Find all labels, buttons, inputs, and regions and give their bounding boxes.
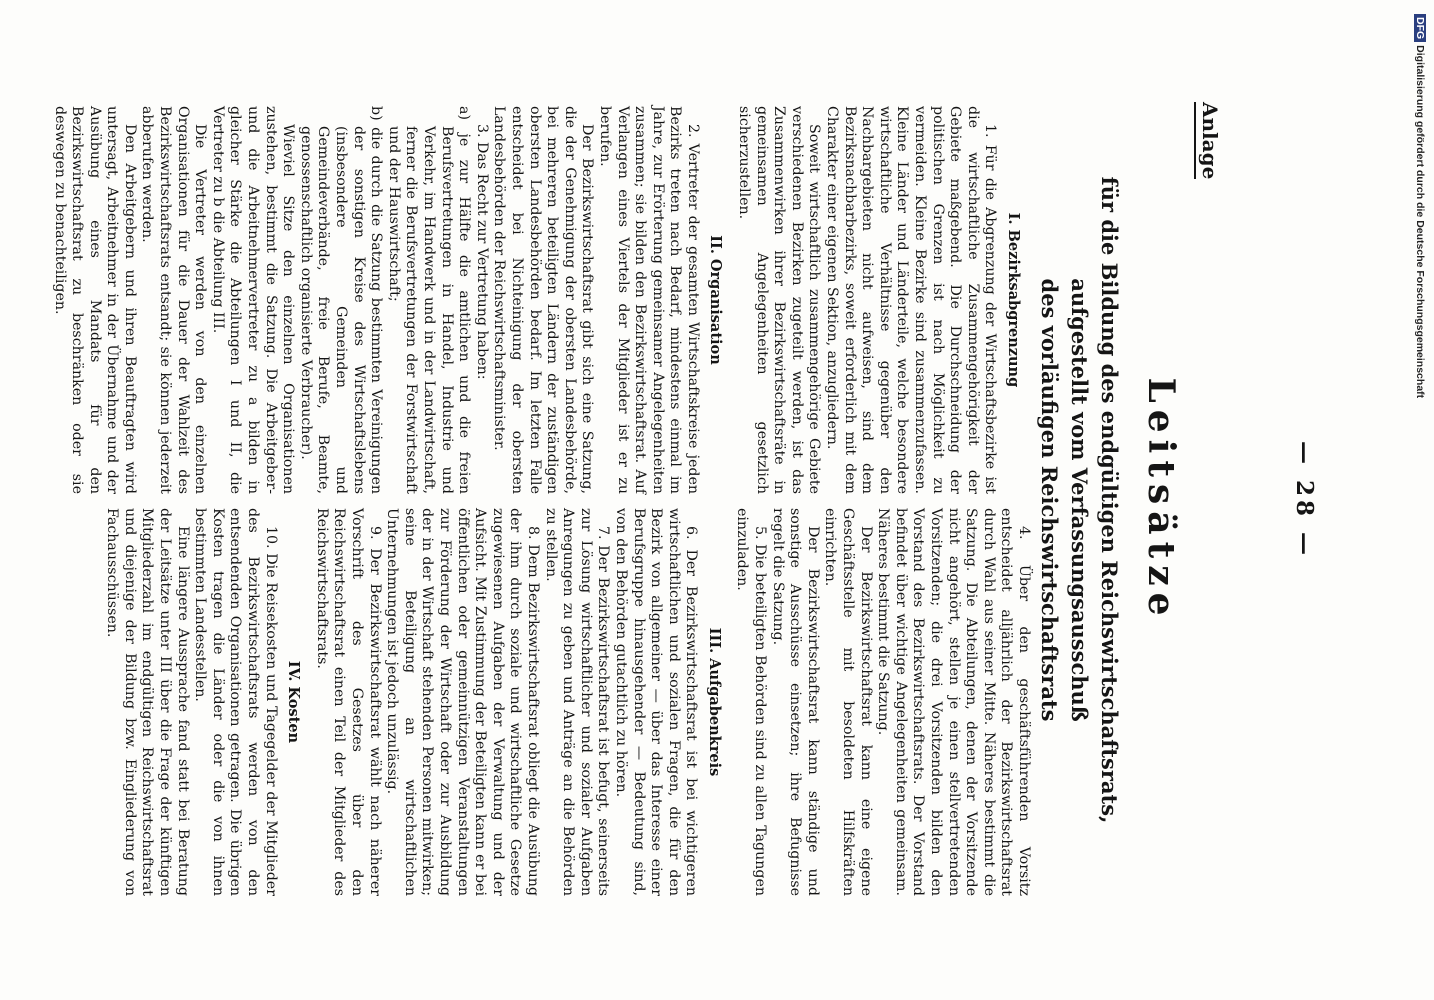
subtitle-line: für die Bildung des endgültigen Reichswirtschaftsrats, aufgestellt vom Verfassungsausschuß — [1067, 176, 1122, 824]
paragraph: 5. Die beteiligten Behörden sind zu allen Tagungen einzuladen. — [734, 508, 769, 896]
paragraph: Soweit wirtschaftlich zusammengehörige Gebiete verschiedenen Bezirken zugeteilt werden, ist das Zusammenwirken ihrer Bezirkswirtschaftsräte in gemeinsamen Angelegenheiten gesetzlich sicherzustellen. — [736, 106, 823, 494]
list-item: a) je zur Hälfte die amtlichen und die freien Berufsvertretungen in Handel, Industrie und Verkehr, im Handwerk und in der Landwirtschaft, ferner die Berufsvertretungen der Forstwirtschaft und der Hauswirtschaft; — [385, 106, 473, 494]
rotated-document-page — [51, 80, 1332, 920]
paragraph: 9. Der Bezirkswirtschaftsrat wählt nach näherer Vorschrift des Gesetzes über den Reichswirtschaftsrat einen Teil der Mitglieder des Reichswirtschaftsrats. — [313, 508, 383, 896]
dfg-logo: DFG — [1414, 14, 1426, 42]
document-subtitle — [1034, 120, 1124, 880]
paragraph: 1. Für die Abgrenzung der Wirtschaftsbezirke ist die wirtschaftliche Zusammengehörigkeit der Gebiete maßgebend. Die Durchschneidung der politischen Grenzen ist nach Möglichkeit zu vermeiden. Kleine Bezirke sind zusammenzufassen. Kleine Länder und Länderteile, welche besondere wirtschaftliche Verhältnisse gegenüber den Nachbargebieten nicht aufweisen, sind dem Bezirksnachbarbezirks, soweit erforderlich mit dem Charakter einer eigenen Sektion, anzugliedern. — [824, 106, 999, 494]
page-number: — 28 — — [1291, 440, 1318, 560]
paragraph: Der Bezirkswirtschaftsrat kann eine eigene Geschäftsstelle mit besoldeten Hilfskräften einrichten. — [822, 508, 874, 896]
section-heading: IV. Kosten — [285, 660, 303, 744]
paragraph: Der Bezirkswirtschaftsrat kann ständige und sonstige Ausschüsse einsetzen; ihre Befugnisse regelt die Satzung. — [769, 508, 821, 896]
annex-label: Anlage — [1194, 102, 1222, 179]
section-heading: I. Bezirksabgrenzung — [1005, 212, 1022, 388]
paragraph: Der Bezirkswirtschaftsrat gibt sich eine Satzung, die der Genehmigung der obersten Landesbehörde, bei mehreren beteiligten Ländern der zuständigen obersten Landesbehörden bedarf. Im letzten Falle entscheidet bei Nichteinigung der obersten Landesbehörden der Reichswirtschaftsminister. — [491, 106, 596, 494]
right-column — [103, 508, 1032, 896]
paragraph: Wieviel Sitze den einzelnen Organisationen zustehen, bestimmt die Satzung. Die Arbeitgeber- und die Arbeitnehmervertreter zu a bilden in gleicher Stärke die Abteilungen I und II, die Vertreter zu b die Abteilung III. — [209, 106, 297, 494]
paragraph: 3. Das Recht zur Vertretung haben: — [473, 124, 490, 380]
subtitle-line: des vorläufigen Reichswirtschaftsrats — [1037, 278, 1062, 722]
left-column — [50, 106, 1032, 494]
paragraph: 4. Über den geschäftsführenden Vorsitz entscheidet alljährlich der Bezirkswirtschaftsrat durch Wahl aus seiner Mitte. Näheres bestimmt die Satzung. Die Abteilungen, denen der Vorsitzende nicht angehört, stellen je einen stellvertretenden Vorsitzenden; die drei Vorsitzenden bilden den Vorstand des Bezirkswirtschaftsrats. Der Vorstand befindet über wichtige Angelegenheiten gemeinsam. Näheres bestimmt die Satzung. — [875, 508, 1032, 896]
section-heading: II. Organisation — [707, 235, 725, 365]
paragraph: Die Vertreter werden von den einzelnen Organisationen für die Dauer der Wahlzeit des Bezirkswirtschaftsrats entsandt; sie können jederzeit abberufen werden. — [139, 106, 209, 494]
paragraph: Eine längere Aussprache fand statt bei Beratung der Leitsätze unter III über die Frage der künftigen Mitgliederzahl im endgültigen Reichswirtschaftsrat und diejenige der Bildung bzw. Eingliederung von Fachausschüssen. — [104, 508, 191, 896]
document-title: Leitsätze — [1140, 377, 1182, 623]
credit-text: Digitalisierung gefördert durch die Deutsche Forschungsgemeinschaft — [1414, 45, 1426, 399]
digitization-credit — [1414, 14, 1426, 398]
paragraph: 7. Der Bezirkswirtschaftsrat ist befugt, seinerseits zur Lösung wirtschaftlicher und sozialer Aufgaben Anregungen zu geben und Anträge an die Behörden zu stellen. — [542, 508, 612, 896]
list-item: b) die durch die Satzung bestimmten Vereinigungen der sonstigen Kreise des Wirtschaftslebens (insbesondere Gemeinden und Gemeindeverbände, freie Berufe, Beamte, genossenschaftlich organisierte Verbraucher). — [297, 106, 385, 494]
paragraph: 8. Dem Bezirkswirtschaftsrat obliegt die Ausübung der ihm durch soziale und wirtschaftliche Gesetze zugewiesenen Aufgaben der Verwaltung und der Aufsicht. Mit Zustimmung der Beteiligten kann er bei öffentlichen oder gemeinnützigen Veranstaltungen zur Förderung der Wirtschaft oder zur Ausbildung der in der Wirtschaft stehenden Personen mitwirken; seine Beteiligung an wirtschaftlichen Unternehmungen ist jedoch unzulässig. — [384, 508, 541, 896]
paragraph: 2. Vertreter der gesamten Wirtschaftskreise jeden Bezirks treten nach Bedarf, mindestens einmal im Jahre, zur Erörterung gemeinsamer Angelegenheiten zusammen; sie bilden den Bezirkswirtschaftsrat. Auf Verlangen eines Viertels der Mitglieder ist er zu berufen. — [596, 106, 701, 494]
paragraph: Den Arbeitgebern und ihren Beauftragten wird untersagt, Arbeitnehmer in der Übernahme und der Ausübung eines Mandats für den Bezirkswirtschaftsrat zu beschränken oder sie deswegen zu benachteiligen. — [51, 106, 138, 494]
paragraph: 10. Die Reisekosten und Tagegelder der Mitglieder des Bezirkswirtschaftsrats werden von den entsendenden Organisationen getragen. Die übrigen Kosten tragen die Länder oder die von ihnen bestimmten Landesstellen. — [192, 508, 279, 896]
section-heading: III. Aufgabenkreis — [705, 627, 723, 777]
paragraph: 6. Der Bezirkswirtschaftsrat ist bei wichtigeren wirtschaftlichen und sozialen Fragen, die für den Bezirk von allgemeiner — über das Interesse einer Berufsgruppe hinausgehender — Bedeutung sind, von den Behörden gutachtlich zu hören. — [612, 508, 700, 896]
